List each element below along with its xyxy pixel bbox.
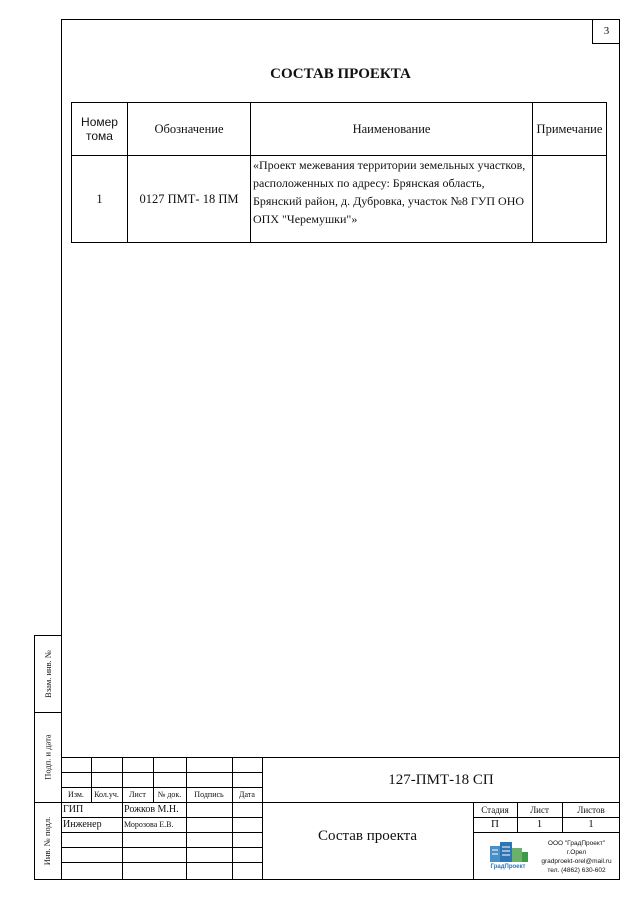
header-note: Примечание — [533, 103, 607, 156]
sheets-value: 1 — [588, 818, 594, 830]
sheet-header: Лист — [530, 805, 549, 815]
stamp-col-kol: Кол.уч. — [94, 790, 119, 799]
cell-designation: 0127 ПМТ- 18 ПМ — [128, 156, 251, 243]
stamp-col-sign: Подпись — [194, 790, 224, 799]
page-number: 3 — [592, 19, 620, 44]
person-gip: Рожков М.Н. — [124, 804, 179, 815]
company-phone: тел. (4862) 630-602 — [547, 867, 606, 874]
table-header-row — [72, 103, 607, 156]
role-engineer: Инженер — [63, 819, 102, 830]
page-title: СОСТАВ ПРОЕКТА — [270, 66, 411, 82]
doc-name: Состав проекта — [317, 828, 418, 844]
logo-word: ГрадПроект — [490, 864, 526, 870]
company-city: г.Орел — [566, 849, 587, 856]
cell-volume-number: 1 — [72, 156, 128, 243]
doc-code: 127-ПМТ-18 СП — [388, 772, 494, 788]
cell-note — [533, 156, 607, 243]
stamp-col-izm: Изм. — [68, 790, 84, 799]
stamp-col-doc: № док. — [157, 790, 182, 799]
header-volume-number: Номер тома — [72, 103, 128, 156]
margin-label-inv: Инв. № подл. — [42, 816, 53, 866]
table-row — [72, 156, 607, 243]
stage-value: П — [491, 818, 499, 830]
margin-label-vzam: Взам. инв. № — [42, 649, 53, 698]
composition-table — [71, 102, 607, 243]
sheet-value: 1 — [536, 818, 543, 830]
person-engineer: Морозова Е.В. — [124, 820, 174, 829]
company-email: gradproekt-orel@mail.ru — [541, 858, 612, 865]
cell-name: «Проект межевания территории земельных участков, расположенных по адресу: Брянская область, Брянский район, д. Дубровка, участок №8 ГУП ОНО ОПХ "Черемушки"» — [251, 156, 533, 243]
sheets-header: Листов — [577, 805, 605, 815]
stamp-col-list: Лист — [129, 790, 146, 799]
margin-label-podp: Подп. и дата — [42, 734, 53, 780]
stage-header: Стадия — [481, 805, 509, 815]
header-designation: Обозначение — [128, 103, 251, 156]
company-name: ООО "ГрадПроект" — [547, 840, 606, 847]
stamp-col-date: Дата — [239, 790, 255, 799]
header-name: Наименование — [251, 103, 533, 156]
role-gip: ГИП — [63, 804, 84, 815]
